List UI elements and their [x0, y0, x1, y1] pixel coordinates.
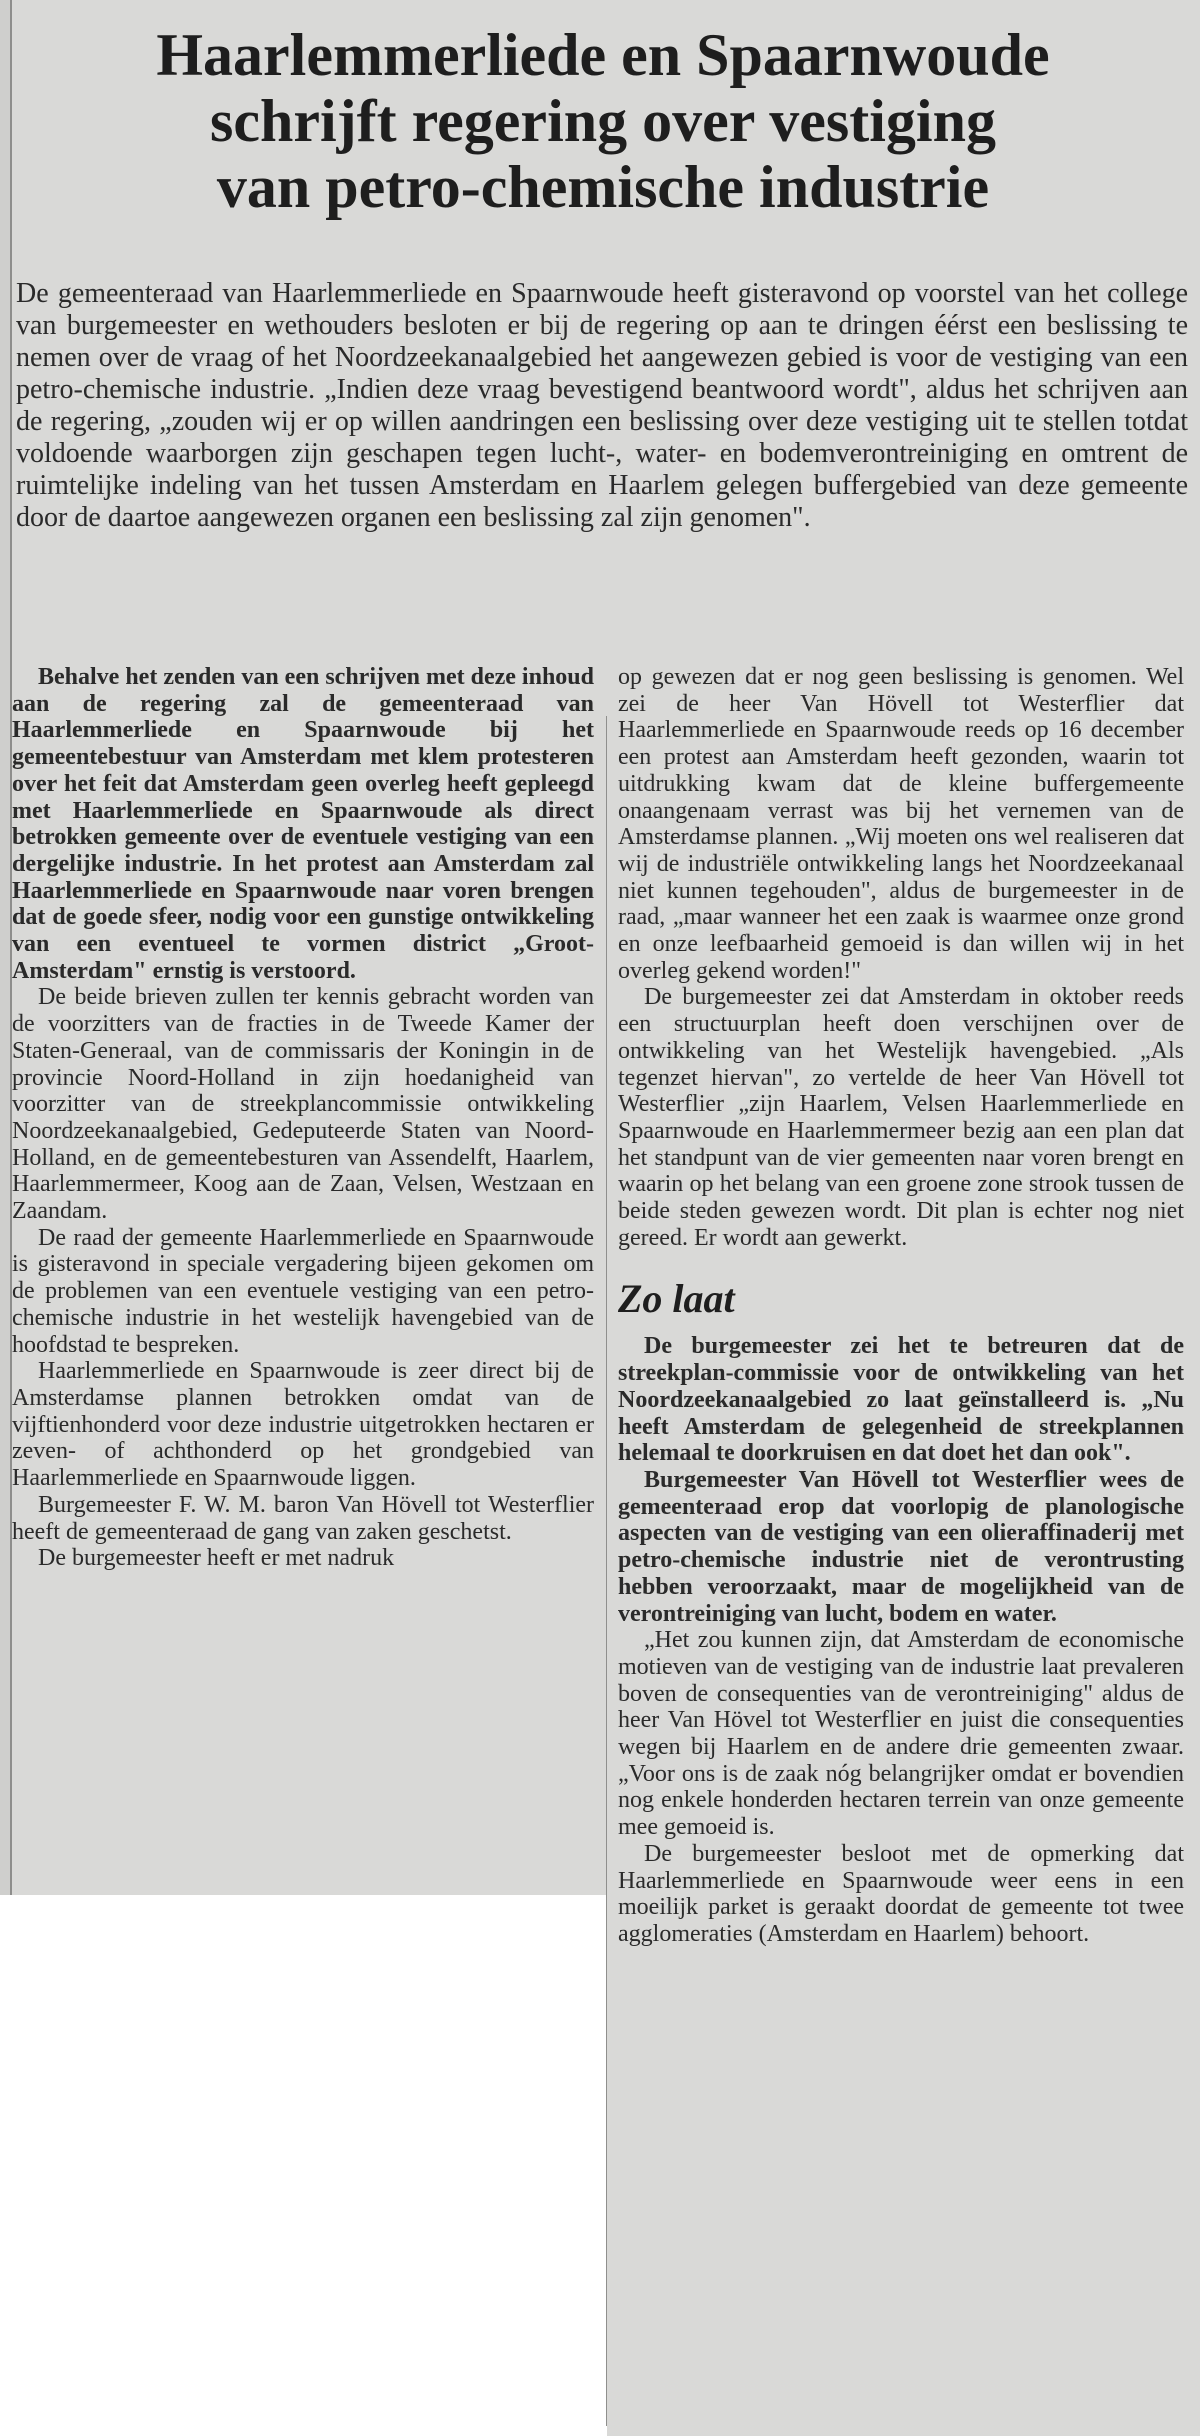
article-intro: De gemeenteraad van Haarlemmerliede en Spaarnwoude heeft gisteravond op voorstel van het college van burgemeester en wethouders besloten er bij de regering op aan te dringen éérst een beslissing te nemen over de vraag of het Noordzeekanaalgebied het aangewezen gebied is voor de vestiging van een petro-chemische industrie. „Indien deze vraag bevestigend beantwoord wordt", aldus het schrijven aan de regering, „zouden wij er op willen aandringen een beslissing over deze vestiging uit te stellen totdat voldoende waarborgen zijn geschapen tegen lucht-, water- en bodemverontreiniging en omtrent de ruimtelijke indeling van het tussen Amsterdam en Haarlem gelegen buffergebied van deze gemeente door de daartoe aangewezen organen een beslissing zal zijn genomen". [16, 278, 1188, 533]
clipping-edge [0, 0, 12, 1895]
headline-line-3: van petro-chemische industrie [216, 154, 990, 220]
article-column-right [606, 664, 1184, 2436]
paragraph: op gewezen dat er nog geen beslissing is genomen. Wel zei de heer Van Hövell tot Westerflier dat Haarlemmerliede en Spaarnwoude reeds op 16 december een protest aan Amsterdam heeft gezonden, waarin tot uitdrukking kwam dat de kleine buffergemeente onaangenaam verrast was bij het vernemen van de Amsterdamse plannen. „Wij moeten ons wel realiseren dat wij de industriële ontwikkeling langs het Noordzeekanaal niet kunnen tegehouden", aldus de burgemeester in de raad, „maar wanneer het een zaak is waarmee onze grond en onze leefbaarheid gemoeid is dan willen wij in het overleg gekend worden!" [618, 664, 1184, 984]
paragraph: Haarlemmerliede en Spaarnwoude is zeer direct bij de Amsterdamse plannen betrokken omdat van de vijftienhonderd voor deze industrie uitgetrokken hectaren er zeven- of achthonderd op het grondgebied van Haarlemmerliede en Spaarnwoude liggen. [12, 1358, 594, 1492]
paragraph: De raad der gemeente Haarlemmerliede en Spaarnwoude is gisteravond in speciale vergadering bijeen gekomen om de problemen van een eventuele vestiging van een petro-chemische industrie in het westelijk havengebied van de hoofdstad te bespreken. [12, 1224, 594, 1358]
paragraph: Behalve het zenden van een schrijven met deze inhoud aan de regering zal de gemeenteraad van Haarlemmerliede en Spaarnwoude bij het gemeentebestuur van Amsterdam met klem protesteren over het feit dat Amsterdam geen overleg heeft gepleegd met Haarlemmerliede en Spaarnwoude als direct betrokken gemeente over de eventuele vestiging van een dergelijke industrie. In het protest aan Amsterdam zal Haarlemmerliede en Spaarnwoude naar voren brengen dat de goede sfeer, nodig voor een gunstige ontwikkeling van een eventueel te vormen district „Groot-Amsterdam" ernstig is verstoord. [12, 664, 594, 984]
paragraph: „Het zou kunnen zijn, dat Amsterdam de economische motieven van de vestiging van de industrie laat prevaleren boven de consequenties van de verontreiniging" aldus de heer Van Hövel tot Westerflier en juist die consequenties wegen bij Haarlem en de andere drie gemeenten zwaar. „Voor ons is de zaak nóg belangrijker omdat er bovendien nog enkele honderden hectaren terrein van onze gemeente mee gemoeid is. [618, 1627, 1184, 1841]
paragraph: De burgemeester besloot met de opmerking dat Haarlemmerliede en Spaarnwoude weer eens in een moeilijk parket is geraakt doordat de gemeente tot twee agglomeraties (Amsterdam en Haarlem) behoort. [618, 1840, 1184, 1947]
headline-line-2: schrijft regering over vestiging [210, 88, 996, 154]
paragraph: De beide brieven zullen ter kennis gebracht worden van de voorzitters van de fracties in de Tweede Kamer der Staten-Generaal, van de commissaris der Koningin in de provincie Noord-Holland in zijn hoedanigheid van voorzitter van de streekplancommissie ontwikkeling Noordzeekanaalgebied, Gedeputeerde Staten van Noord-Holland, en de gemeentebesturen van Assendelft, Haarlem, Haarlemmermeer, Koog aan de Zaan, Velsen, Westzaan en Zaandam. [12, 984, 594, 1225]
paragraph: Burgemeester Van Hövell tot Westerflier wees de gemeenteraad erop dat voorlopig de planologische aspecten van de vestiging van een olieraffinaderij met petro-chemische industrie niet de verontrusting hebben veroorzaakt, maar de mogelijkheid van de verontreiniging van lucht, bodem en water. [618, 1466, 1184, 1627]
article-column-left [12, 664, 594, 1889]
paragraph: De burgemeester heeft er met nadruk [38, 1545, 395, 1572]
paragraph: De burgemeester zei dat Amsterdam in oktober reeds een structuurplan heeft doen verschijnen over de ontwikkeling van het Westelijk havengebied. „Als tegenzet hiervan", zo vertelde de heer Van Hövell tot Westerflier „zijn Haarlem, Velsen Haarlemmerliede en Spaarnwoude en Haarlemmermeer bezig aan een plan dat het standpunt van de vier gemeenten naar voren brengt en waarin op het belang van een groene zone strook tussen de beide steden gewezen wordt. Dit plan is echter nog niet gereed. Er wordt aan gewerkt. [618, 984, 1184, 1251]
article-headline [18, 22, 1188, 220]
headline-line-1: Haarlemmerliede en Spaarnwoude [156, 22, 1050, 88]
subheading: Zo laat [618, 1276, 735, 1322]
paragraph: Burgemeester F. W. M. baron Van Hövell tot Westerflier heeft de gemeenteraad de gang van zaken geschetst. [12, 1491, 594, 1545]
paragraph: De burgemeester zei het te betreuren dat de streekplan-commissie voor de ontwikkeling van het Noordzeekanaalgebied zo laat geïnstalleerd is. „Nu heeft Amsterdam de gelegenheid de streekplannen helemaal te doorkruisen en dat doet het dan ook". [618, 1333, 1184, 1467]
